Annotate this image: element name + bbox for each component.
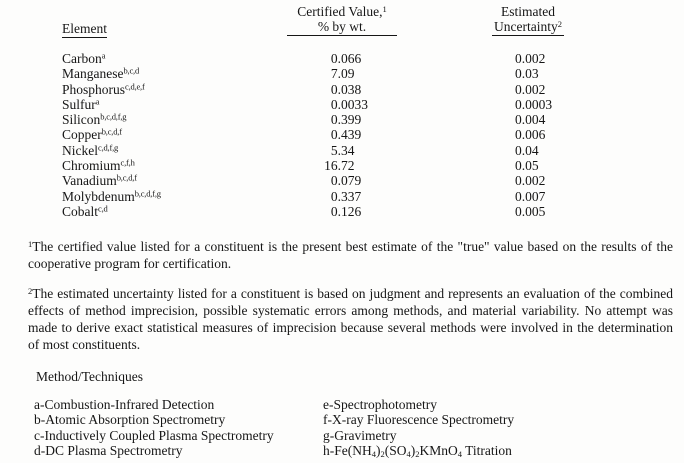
footnote-2-text: The estimated uncertainty listed for a constituent is based on judgment and represents an evaluation of the combined effects of method imprecision, possible systematic errors among methods, and material variability. No attempt was made to derive exact statistical measures of imprecision because several methods were involved in the determination of most constituents.: [28, 286, 673, 352]
table-row: [0, 189, 684, 204]
col-header-certified-value: [287, 4, 397, 36]
method-superscript: b,c,d,f,g: [134, 188, 161, 199]
element-name: Manganese: [62, 66, 124, 82]
uncertainty-value: 0.005: [515, 203, 546, 219]
element-name: Phosphorus: [62, 81, 126, 97]
uncertainty-value: 0.002: [515, 81, 546, 97]
method-item-c: c-Inductively Coupled Plasma Spectrometry: [34, 427, 274, 443]
method-superscript: b,c,d: [123, 65, 140, 76]
method-superscript: c,d: [98, 203, 108, 214]
element-name: Nickel: [62, 142, 98, 158]
footnote-1-marker: 1: [28, 239, 33, 249]
method-item-a: a-Combustion-Infrared Detection: [34, 397, 215, 412]
col-header-uncertainty-line1: Estimated: [501, 4, 555, 19]
methods-section: [0, 369, 684, 458]
method-superscript: b,c,d,f,g: [100, 111, 127, 122]
certified-value: 5.34: [330, 142, 355, 158]
uncertainty-value: 0.006: [515, 127, 546, 143]
method-item-f: f-X-ray Fluorescence Spectrometry: [323, 412, 515, 428]
footnote-ref-2: 2: [557, 19, 562, 29]
uncertainty-value: 0.007: [515, 188, 546, 204]
certified-value: 16.72: [324, 158, 355, 174]
table-row: [0, 204, 684, 219]
method-item-h: $h-Fe(NH_4)_2(SO_4)_2KMnO_4$ Titration: [323, 442, 512, 459]
footnote-ref-1: 1: [382, 4, 387, 14]
element-name: Silicon: [62, 112, 101, 128]
table-row: [0, 66, 684, 81]
element-name: Vanadium: [62, 173, 117, 189]
methods-column-left: [34, 397, 323, 458]
footnote-1-text: The certified value listed for a constituent is the present best estimate of the "true" value based on the results of the cooperative program for certification.: [28, 239, 673, 271]
uncertainty-value: 0.03: [515, 66, 539, 82]
certified-value: 0.399: [330, 112, 362, 128]
certified-value: 0.0033: [330, 96, 368, 112]
method-superscript: a: [95, 96, 100, 107]
table-row: [0, 97, 684, 112]
element-name: Copper: [62, 127, 102, 143]
method-item-e: e-Spectrophotometry: [323, 397, 437, 412]
element-name: Chromium: [62, 158, 121, 174]
table-row: [0, 158, 684, 173]
uncertainty-value: 0.04: [515, 142, 539, 158]
methods-column-right: [323, 397, 684, 458]
certified-value: 0.079: [330, 173, 362, 189]
col-header-certified-line2: % by wt.: [317, 19, 367, 34]
method-superscript: c,d,e,f: [125, 81, 145, 92]
element-name: Carbon: [62, 51, 102, 66]
certified-value: 0.066: [330, 51, 362, 66]
uncertainty-value: 0.002: [515, 51, 546, 66]
certified-value: 7.09: [330, 66, 355, 82]
method-superscript: c,d,f,g: [98, 142, 119, 153]
col-header-uncertainty-line2: Uncertainty: [494, 19, 558, 34]
table-row: [0, 82, 684, 97]
footnotes-section: [28, 238, 673, 366]
certified-value: 0.126: [330, 203, 362, 219]
uncertainty-value: 0.05: [515, 158, 539, 174]
uncertainty-value: 0.0003: [515, 96, 553, 112]
method-item-d: d-DC Plasma Spectrometry: [34, 442, 183, 458]
certified-values-table: [0, 51, 684, 219]
table-row: [0, 112, 684, 127]
col-header-element-label: Element: [62, 21, 107, 36]
uncertainty-value: 0.004: [515, 112, 546, 128]
footnote-2-marker: 2: [28, 286, 33, 296]
col-header-certified-line1: Certified Value,: [297, 4, 383, 19]
uncertainty-value: 0.002: [515, 173, 546, 189]
method-item-g: g-Gravimetry: [323, 427, 397, 443]
certified-value: 0.038: [330, 81, 362, 97]
method-item-b: b-Atomic Absorption Spectrometry: [34, 412, 226, 428]
certified-value: 0.337: [330, 188, 362, 204]
col-header-uncertainty: [492, 4, 564, 36]
footnote-1: [28, 238, 673, 272]
table-row: [0, 51, 684, 66]
table-row: [0, 173, 684, 188]
table-row: [0, 143, 684, 158]
methods-heading: Method/Techniques: [36, 369, 144, 384]
method-superscript: b,c,d,f: [101, 126, 122, 137]
element-name: Cobalt: [62, 203, 98, 219]
col-header-element: [62, 21, 107, 38]
footnote-2: [28, 285, 673, 353]
table-row: [0, 127, 684, 142]
element-name: Sulfur: [62, 96, 96, 112]
certified-value: 0.439: [330, 127, 362, 143]
element-name: Molybdenum: [62, 188, 135, 204]
method-superscript: b,c,d,f: [116, 172, 137, 183]
method-superscript: a: [101, 50, 106, 61]
method-superscript: c,f,h: [120, 157, 135, 168]
